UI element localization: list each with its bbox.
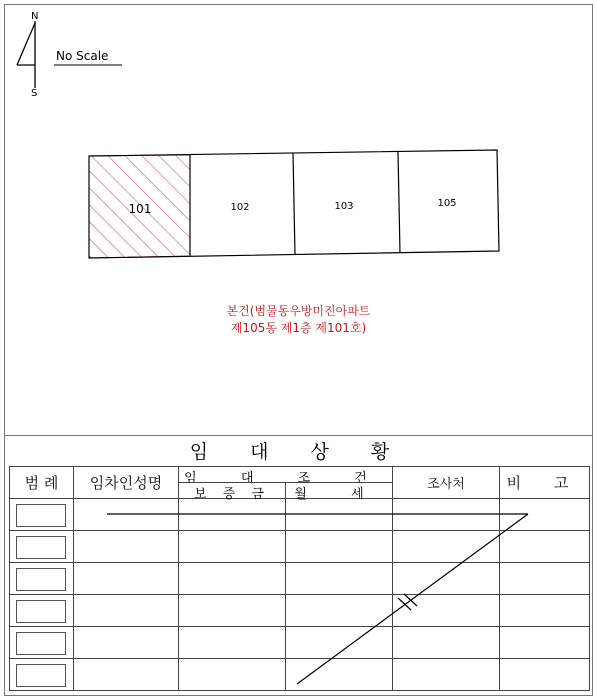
unit-102-label: 102 bbox=[230, 202, 250, 213]
remarks-header: 비 고 bbox=[500, 467, 590, 499]
scale-note: No Scale bbox=[56, 49, 109, 63]
south-label: S bbox=[31, 88, 38, 99]
terms-header bbox=[179, 467, 393, 502]
section-divider bbox=[4, 435, 593, 436]
investigator-header: 조사처 bbox=[393, 467, 500, 499]
deposit-header: 보 증 금 bbox=[194, 487, 270, 502]
lease-title: 임 대 상 황 bbox=[189, 441, 408, 463]
void-strike-lines bbox=[0, 500, 597, 700]
subject-property-caption-line2: 제105동 제1층 제101호) bbox=[230, 321, 367, 335]
terms-label: 임 대 조 건 bbox=[184, 471, 387, 486]
floor-plan bbox=[80, 145, 510, 265]
unit-101-label: 101 bbox=[128, 202, 152, 216]
unit-103-label: 103 bbox=[334, 201, 354, 212]
subject-property-caption-line1: 본건(범물동우방미진아파트 bbox=[226, 304, 371, 318]
unit-105-label: 105 bbox=[437, 198, 457, 209]
north-arrow-icon bbox=[10, 8, 130, 100]
lease-header-row bbox=[10, 467, 590, 499]
tenant-header: 임차인성명 bbox=[74, 467, 179, 499]
monthly-header: 월 세 bbox=[294, 487, 384, 502]
legend-header: 범 례 bbox=[10, 467, 74, 499]
north-label: N bbox=[31, 11, 39, 22]
